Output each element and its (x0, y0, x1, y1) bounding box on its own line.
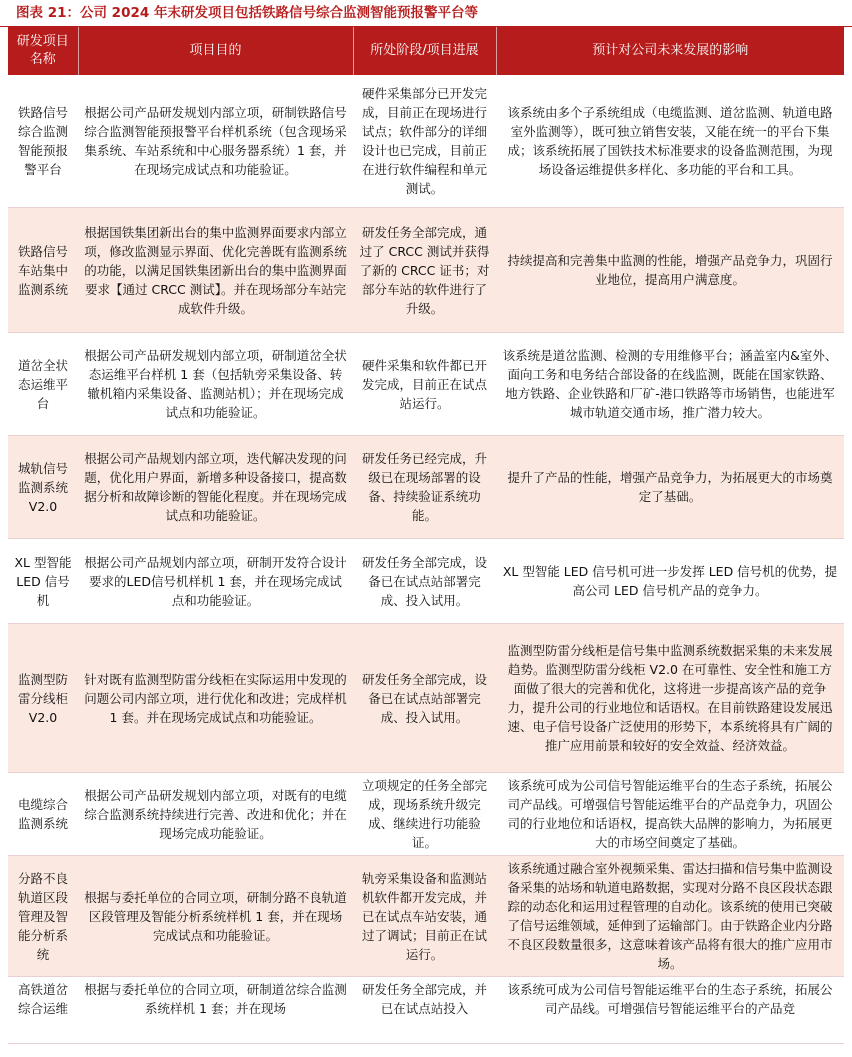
project-name: 道岔全状态运维平台 (8, 333, 78, 436)
project-stage: 硬件采集和软件都已开发完成，目前正在试点站运行。 (353, 333, 496, 436)
table-row (8, 624, 844, 773)
table-row (8, 75, 844, 208)
project-purpose: 针对既有监测型防雷分线柜在实际运用中发现的问题公司内部立项，进行优化和改进；完成样机 1 套。并在现场完成试点和功能验证。 (78, 624, 353, 773)
project-stage: 轨旁采集设备和监测站机软件都开发完成，并已在试点车站安装，通过了调试；目前正在试运行。 (353, 856, 496, 977)
project-impact: 持续提高和完善集中监测的性能，增强产品竞争力，巩固行业地位，提高用户满意度。 (496, 208, 844, 333)
project-stage: 研发任务全部完成，设备已在试点站部署完成、投入试用。 (353, 539, 496, 624)
table-row (8, 333, 844, 436)
table-row (8, 977, 844, 1044)
project-impact: 该系统通过融合室外视频采集、雷达扫描和信号集中监测设备采集的站场和轨道电路数据，实现对分路不良区段状态跟踪的动态化和运用过程管理的自动化。该系统的使用已突破了信号运维领域，延伸到了运输部门。由于铁路企业内分路不良区段数量很多，这意味着该产品将有很大的推广应用市场。 (496, 856, 844, 977)
project-impact: 监测型防雷分线柜是信号集中监测系统数据采集的未来发展趋势。监测型防雷分线柜 V2.0 在可靠性、安全性和施工方面做了很大的完善和优化，这将进一步提高该产品的竞争力，提升公司的行业地位和话语权。在目前铁路建设发展迅速、电子信号设备广泛使用的形势下，本系统将具有广阔的推广应用前景和较好的安全效益、经济效益。 (496, 624, 844, 773)
project-name: 铁路信号综合监测智能预报警平台 (8, 75, 78, 208)
project-name: 电缆综合监测系统 (8, 773, 78, 856)
project-impact: 提升了产品的性能，增强产品竞争力，为拓展更大的市场奠定了基础。 (496, 436, 844, 539)
header-project-name: 研发项目名称 (8, 27, 78, 75)
project-purpose: 根据国铁集团新出台的集中监测界面要求内部立项，修改监测显示界面、优化完善既有监测系统的功能，以满足国铁集团新出台的集中监测界面要求【通过 CRCC 测试】。并在现场部分车站完成软件升级。 (78, 208, 353, 333)
project-name: 铁路信号车站集中监测系统 (8, 208, 78, 333)
project-stage: 立项规定的任务全部完成，现场系统升级完成、继续进行功能验证。 (353, 773, 496, 856)
project-impact: 该系统由多个子系统组成（电缆监测、道岔监测、轨道电路室外监测等），既可独立销售安装，又能在统一的平台下集成；该系统拓展了国铁技术标准要求的设备监测范围，为现场设备运维提供多样化、多功能的平台和工具。 (496, 75, 844, 208)
project-name: 城轨信号监测系统 V2.0 (8, 436, 78, 539)
project-purpose: 根据公司产品研发规划内部立项，对既有的电缆综合监测系统持续进行完善、改进和优化；并在现场完成功能验证。 (78, 773, 353, 856)
project-impact: 该系统可成为公司信号智能运维平台的生态子系统，拓展公司产品线。可增强信号智能运维平台的产品竞争力，巩固公司的行业地位和话语权，提高铁大品牌的影响力，为拓展更大的市场空间奠定了基础。 (496, 773, 844, 856)
project-purpose: 根据公司产品研发规划内部立项，研制道岔全状态运维平台样机 1 套（包括轨旁采集设备、转辙机箱内采集设备、监测站机）；并在现场完成试点和功能验证。 (78, 333, 353, 436)
project-name: 分路不良轨道区段管理及智能分析系统 (8, 856, 78, 977)
header-impact: 预计对公司未来发展的影响 (496, 27, 844, 75)
project-impact: XL 型智能 LED 信号机可进一步发挥 LED 信号机的优势，提高公司 LED 信号机产品的竞争力。 (496, 539, 844, 624)
project-purpose: 根据公司产品研发规划内部立项，研制铁路信号综合监测智能预报警平台样机系统（包含现场采集系统、车站系统和中心服务器系统）1 套，并在现场完成试点和功能验证。 (78, 75, 353, 208)
project-purpose: 根据与委托单位的合同立项，研制道岔综合监测系统样机 1 套；并在现场 (78, 977, 353, 1044)
header-stage: 所处阶段/项目进展 (353, 27, 496, 75)
table-header-row (8, 27, 844, 75)
project-stage: 硬件采集部分已开发完成，目前正在现场进行试点；软件部分的详细设计也已完成，目前正在进行软件编程和单元测试。 (353, 75, 496, 208)
table-row (8, 773, 844, 856)
project-stage: 研发任务全部完成，通过了 CRCC 测试并获得了新的 CRCC 证书；对部分车站的软件进行了升级。 (353, 208, 496, 333)
project-impact: 该系统是道岔监测、检测的专用维修平台；涵盖室内&室外、面向工务和电务结合部设备的在线监测，既能在国家铁路、地方铁路、企业铁路和厂矿-港口铁路等市场销售，也能进军城市轨道交通市场，推广潜力较大。 (496, 333, 844, 436)
project-purpose: 根据与委托单位的合同立项，研制分路不良轨道区段管理及智能分析系统样机 1 套，并在现场完成试点和功能验证。 (78, 856, 353, 977)
project-purpose: 根据公司产品规划内部立项，迭代解决发现的问题，优化用户界面，新增多种设备接口，提高数据分析和故障诊断的智能化程度。并在现场完成试点和功能验证。 (78, 436, 353, 539)
project-stage: 研发任务全部完成，设备已在试点站部署完成、投入试用。 (353, 624, 496, 773)
project-name: XL 型智能 LED 信号机 (8, 539, 78, 624)
project-impact: 该系统可成为公司信号智能运维平台的生态子系统，拓展公司产品线。可增强信号智能运维平台的产品竞 (496, 977, 844, 1044)
table-row (8, 539, 844, 624)
project-stage: 研发任务全部完成，并已在试点站投入 (353, 977, 496, 1044)
project-purpose: 根据公司产品规划内部立项，研制开发符合设计要求的LED信号机样机 1 套，并在现场完成试点和功能验证。 (78, 539, 353, 624)
project-name: 高铁道岔综合运维 (8, 977, 78, 1044)
project-stage: 研发任务已经完成，升级已在现场部署的设备、持续验证系统功能。 (353, 436, 496, 539)
project-name: 监测型防雷分线柜 V2.0 (8, 624, 78, 773)
figure-title: 图表 21：公司 2024 年末研发项目包括铁路信号综合监测智能预报警平台等 (0, 0, 852, 27)
table-row (8, 208, 844, 333)
table-row (8, 436, 844, 539)
header-purpose: 项目目的 (78, 27, 353, 75)
table-row (8, 856, 844, 977)
rd-projects-table (8, 27, 844, 1044)
